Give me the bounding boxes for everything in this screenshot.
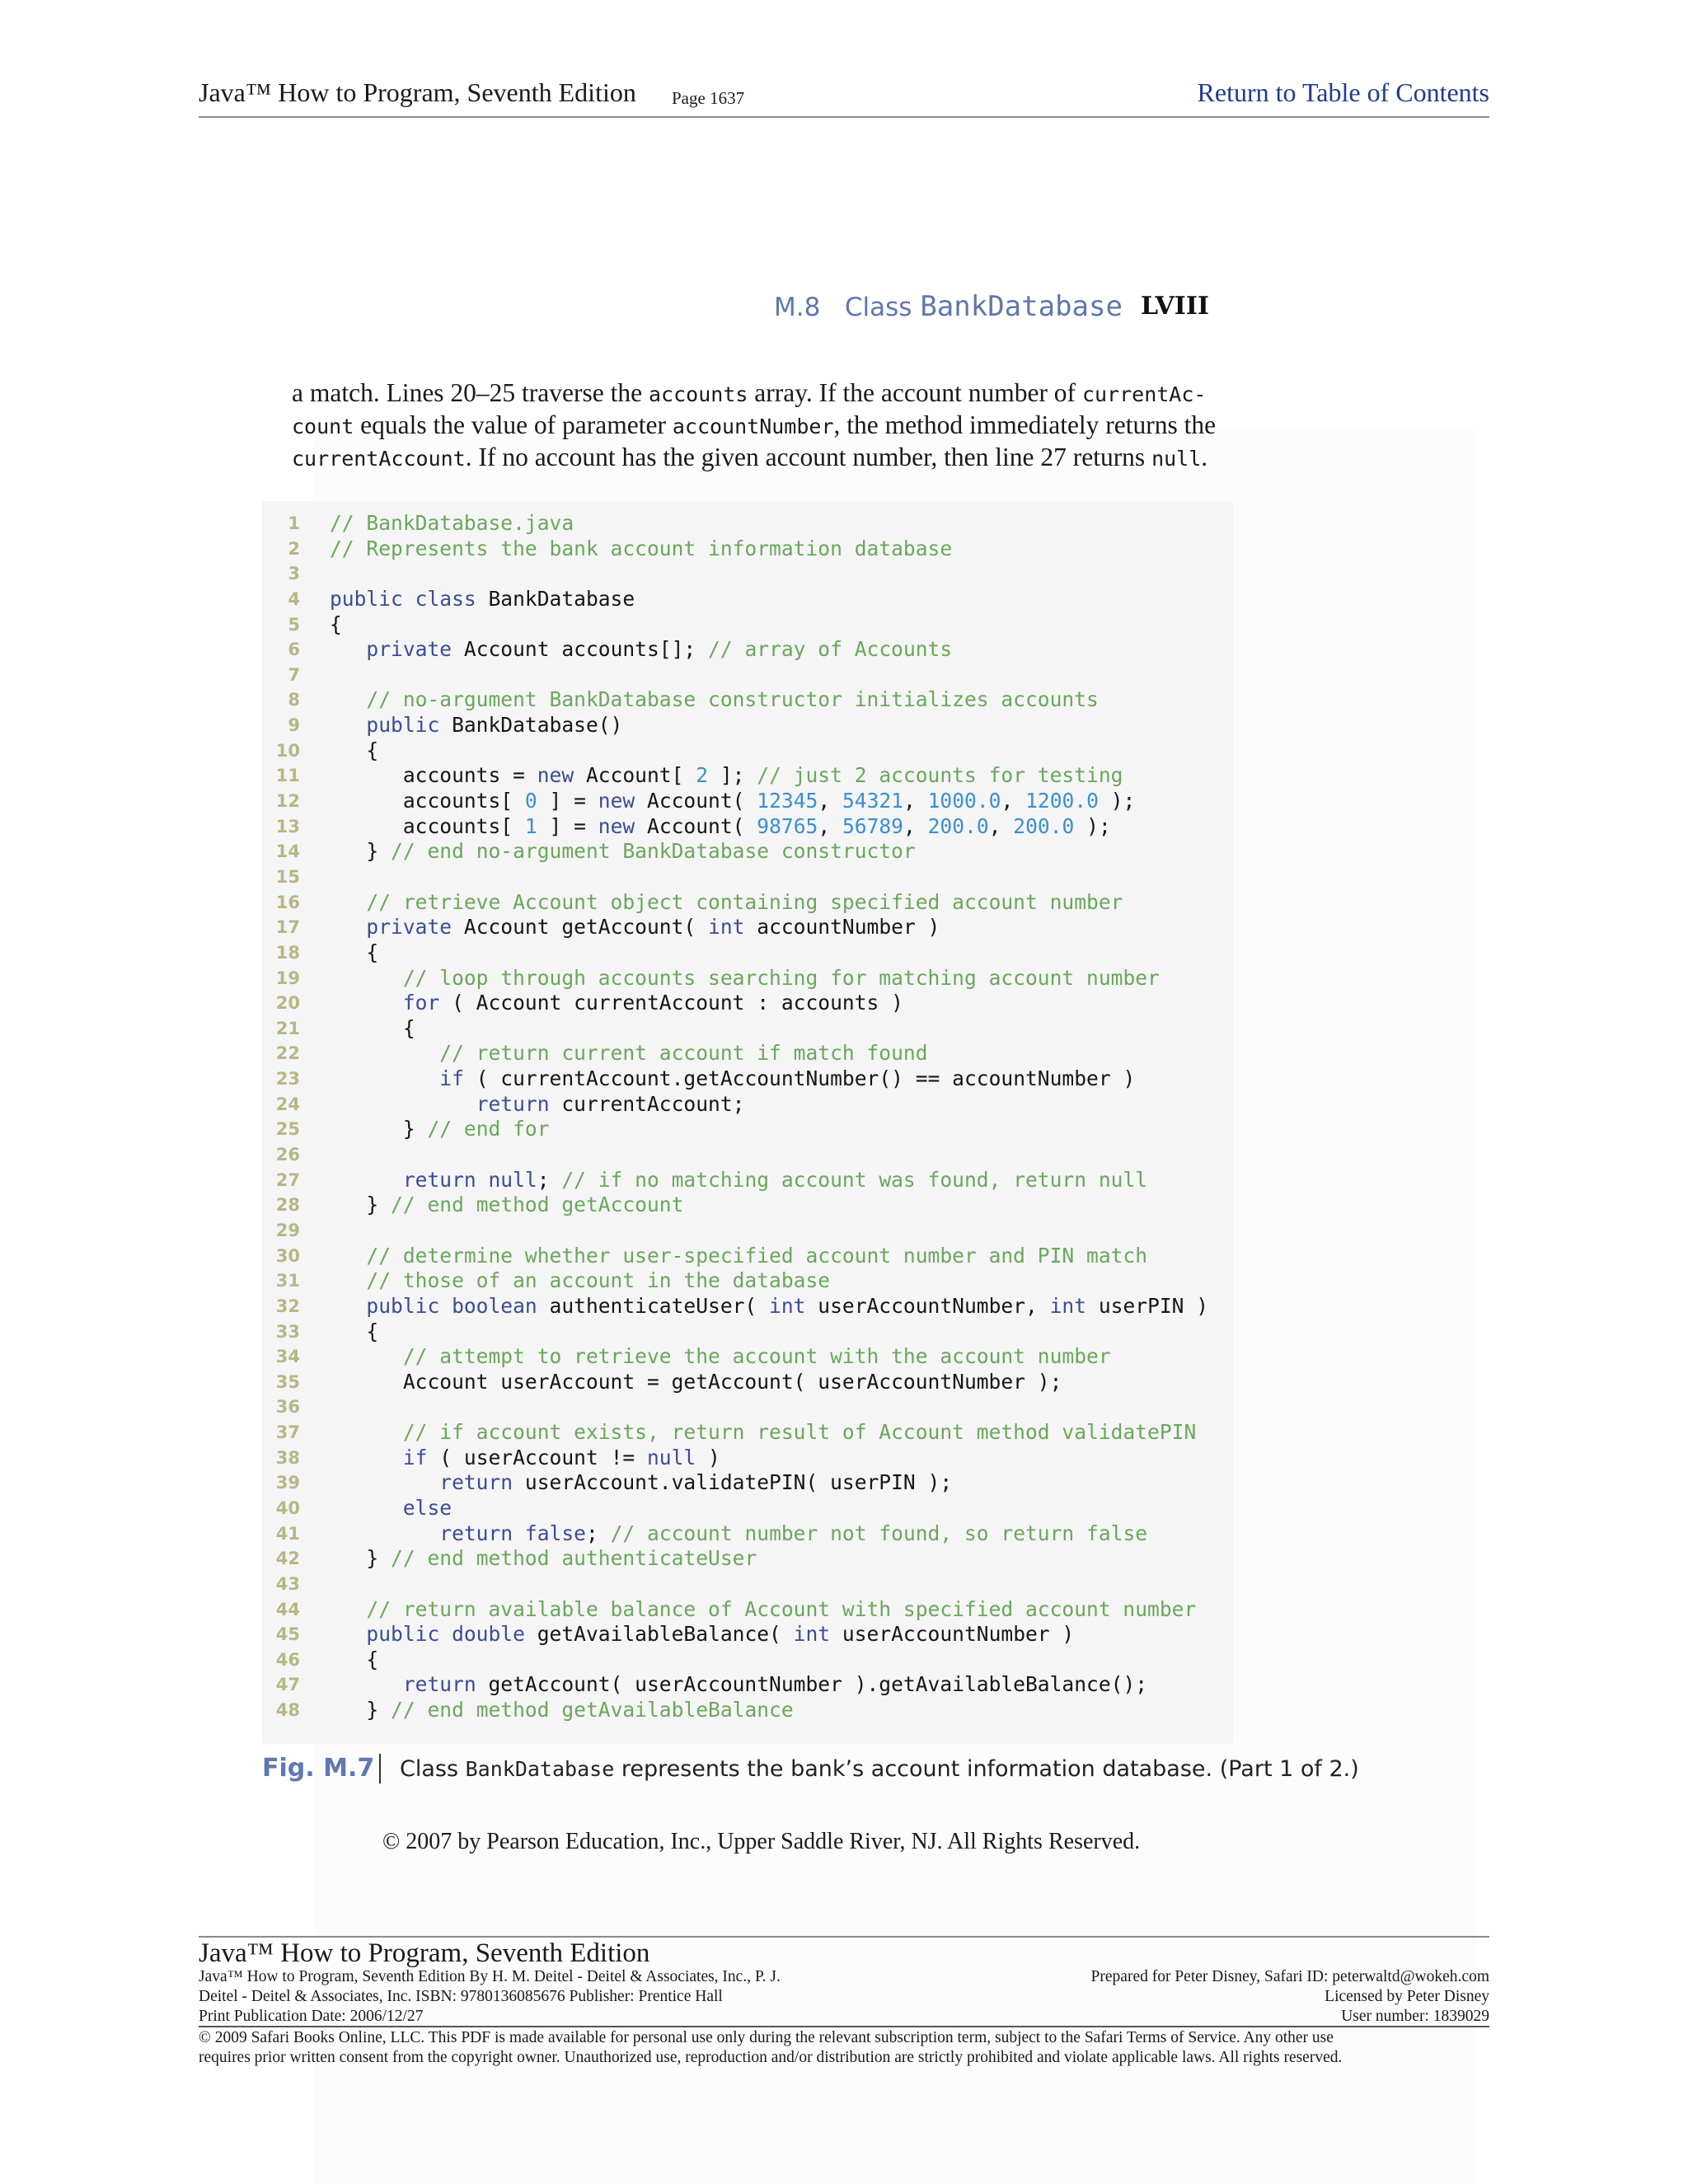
code-token: [330, 1597, 366, 1621]
code-comment: // those of an account in the database: [366, 1268, 831, 1293]
code-token: ;: [537, 1167, 562, 1192]
code-keyword: private: [366, 637, 452, 662]
code-token: ,: [818, 813, 842, 838]
inline-code: count: [292, 415, 354, 438]
code-text: [330, 763, 1123, 789]
line-number: 18: [275, 942, 300, 963]
code-token: userAccountNumber,: [805, 1293, 1050, 1318]
line-number: 47: [275, 1675, 300, 1695]
code-keyword: int: [1049, 1293, 1087, 1318]
code-token: {: [330, 612, 342, 636]
code-token: ): [696, 1445, 720, 1469]
figure-label: Fig. M.7: [262, 1754, 375, 1783]
code-token: [330, 687, 366, 711]
code-text: [330, 915, 940, 940]
code-text: [330, 587, 635, 612]
code-number: 200.0: [1013, 813, 1075, 838]
code-token: [330, 1092, 476, 1116]
code-token: {: [330, 1647, 379, 1671]
code-token: authenticateUser(: [537, 1293, 770, 1318]
code-keyword: new: [537, 763, 574, 788]
line-number: 44: [275, 1599, 300, 1619]
code-comment: // if account exists, return result of Account method validatePIN: [402, 1420, 1197, 1445]
code-token: [330, 1168, 403, 1192]
line-number: 23: [275, 1069, 300, 1090]
running-head-class-word: Class: [844, 293, 912, 322]
code-token: getAccount( userAccountNumber ).getAvailableBalance();: [476, 1672, 1148, 1697]
text-run: .: [1201, 443, 1208, 471]
code-comment: // end method getAccount: [391, 1193, 684, 1217]
code-token: }: [330, 1698, 392, 1722]
code-text: [330, 1622, 1074, 1647]
code-number: 2: [696, 763, 709, 788]
line-number: 26: [275, 1145, 300, 1165]
line-number: 38: [275, 1447, 300, 1468]
code-token: userPIN ): [1086, 1293, 1209, 1318]
footer-book-title: Java™ How to Program, Seventh Edition: [199, 1938, 650, 1968]
line-number: 40: [275, 1497, 300, 1518]
line-number: 14: [275, 841, 300, 862]
code-token: ( Account currentAccount : accounts ): [439, 991, 903, 1015]
code-keyword: new: [598, 813, 635, 838]
footer-legal-divider: [199, 2026, 1489, 2027]
line-number: 31: [275, 1271, 300, 1291]
code-text: [330, 966, 1160, 991]
code-text: [330, 1546, 757, 1572]
code-text: [330, 1698, 794, 1723]
inline-code: accountNumber: [672, 415, 834, 438]
code-token: }: [330, 1546, 392, 1571]
line-number: 39: [275, 1473, 300, 1493]
code-token: [330, 1268, 366, 1292]
footer-licensed-by: Licensed by Peter Disney: [1325, 1988, 1489, 2005]
code-number: 56789: [842, 813, 903, 838]
line-number: 34: [275, 1347, 300, 1367]
code-text: [330, 1092, 744, 1118]
code-text: [330, 1117, 550, 1142]
code-token: userAccountNumber ): [830, 1622, 1075, 1647]
code-text: [330, 1244, 1147, 1269]
line-number: 42: [275, 1549, 300, 1569]
code-number: 98765: [757, 813, 818, 838]
line-number: 20: [275, 993, 300, 1014]
code-text: [330, 991, 903, 1016]
code-comment: // determine whether user-specified account number and PIN match: [366, 1243, 1148, 1268]
line-number: 33: [275, 1321, 300, 1342]
code-token: currentAccount;: [549, 1091, 745, 1116]
code-number: 0: [524, 789, 537, 813]
caption-text: Class: [400, 1756, 466, 1782]
code-keyword: return: [402, 1672, 476, 1697]
code-token: {: [330, 1015, 415, 1040]
code-token: {: [330, 738, 379, 762]
code-text: [330, 1370, 1062, 1395]
code-keyword: else: [402, 1495, 452, 1520]
code-keyword: public class: [330, 586, 476, 611]
line-number: 41: [275, 1523, 300, 1544]
line-number: 36: [275, 1397, 300, 1418]
line-number: 19: [275, 968, 300, 988]
footer-legal-line: © 2009 Safari Books Online, LLC. This PDF is made available for personal use only during the relevant subscription term, subject to the Safari Terms of Service. Any other use: [199, 2029, 1334, 2046]
code-keyword: return false: [439, 1521, 586, 1545]
code-token: ,: [988, 813, 1014, 838]
return-to-toc-link[interactable]: Return to Table of Contents: [1197, 77, 1489, 107]
header-divider: [199, 116, 1489, 118]
line-number: 24: [275, 1094, 300, 1114]
inline-code: currentAc-: [1081, 382, 1207, 406]
line-number: 32: [275, 1296, 300, 1316]
footer-book-info: Java™ How to Program, Seventh Edition By H. M. Deitel - Deitel & Associates, Inc., P. J.: [199, 1968, 781, 1985]
code-comment: // no-argument BankDatabase constructor initializes accounts: [366, 687, 1099, 712]
code-text: [330, 1470, 952, 1496]
line-number: 37: [275, 1422, 300, 1443]
inline-code: accounts: [648, 382, 748, 406]
inline-code: null: [1151, 447, 1202, 471]
text-run: , the method immediately returns the: [833, 410, 1217, 439]
code-text: [330, 738, 378, 764]
code-text: [330, 1066, 1135, 1092]
code-keyword: public double: [366, 1622, 525, 1647]
footer-legal-line: requires prior written consent from the copyright owner. Unauthorized use, reproduction and/or distribution are strictly prohibited and violate applicable laws. All rights reserved.: [199, 2049, 1343, 2066]
code-text: [330, 814, 1111, 840]
line-number: 48: [275, 1700, 300, 1721]
line-number: 29: [275, 1220, 300, 1240]
code-keyword: if: [439, 1066, 464, 1091]
code-token: accounts =: [330, 763, 537, 788]
code-token: Account accounts[];: [452, 637, 709, 662]
code-token: [330, 1672, 403, 1696]
code-text: [330, 612, 342, 638]
code-token: Account getAccount(: [452, 915, 709, 940]
paragraph-line: [292, 442, 1220, 474]
code-token: BankDatabase(): [439, 713, 623, 738]
page-folio: LVIII: [1141, 292, 1209, 321]
line-number: 11: [275, 766, 300, 786]
code-token: ];: [708, 763, 757, 788]
code-text: [330, 839, 916, 865]
running-head: [774, 290, 1123, 323]
code-token: );: [1098, 789, 1136, 813]
footer-publication-date: Print Publication Date: 2006/12/27: [199, 2008, 424, 2025]
code-text: [330, 1268, 830, 1294]
code-comment: // account number not found, so return false: [610, 1521, 1148, 1545]
text-run: equals the value of parameter: [354, 410, 673, 439]
footer-user-number: User number: 1839029: [1341, 2008, 1489, 2025]
code-text: [330, 1647, 378, 1673]
copyright-notice: © 2007 by Pearson Education, Inc., Upper Saddle River, NJ. All Rights Reserved.: [382, 1829, 1141, 1854]
code-token: [330, 637, 366, 661]
line-number: 43: [275, 1573, 300, 1594]
line-number: 16: [275, 892, 300, 912]
code-text: [330, 1193, 683, 1218]
body-paragraph: [292, 377, 1220, 474]
code-token: {: [330, 1319, 379, 1343]
code-token: Account(: [635, 813, 757, 838]
figure-caption: [400, 1756, 1359, 1782]
code-comment: // just 2 accounts for testing: [757, 763, 1123, 788]
line-number: 12: [275, 791, 300, 812]
code-text: [330, 511, 574, 537]
running-head-section: M.8: [774, 293, 821, 322]
code-token: {: [330, 940, 379, 964]
line-number: 17: [275, 917, 300, 938]
code-comment: // end for: [427, 1117, 550, 1141]
code-token: ] =: [537, 789, 598, 813]
code-token: Account userAccount = getAccount( userAccountNumber );: [330, 1369, 1062, 1394]
code-token: [330, 1294, 366, 1318]
footer-prepared-for: Prepared for Peter Disney, Safari ID: peterwaltd@wokeh.com: [1090, 1968, 1489, 1985]
code-token: [330, 1521, 439, 1545]
code-token: ,: [903, 789, 928, 813]
code-comment: // array of Accounts: [708, 637, 953, 662]
code-token: ( currentAccount.getAccountNumber() == accountNumber ): [463, 1066, 1136, 1091]
code-keyword: null: [647, 1445, 696, 1469]
code-comment: // end no-argument BankDatabase constructor: [391, 839, 916, 864]
text-run: a match. Lines 20–25 traverse the: [292, 378, 649, 407]
line-number: 22: [275, 1043, 300, 1064]
line-number: 45: [275, 1624, 300, 1645]
line-number: 4: [288, 588, 300, 609]
code-text: [330, 637, 952, 663]
code-token: BankDatabase: [476, 586, 635, 611]
line-number: 9: [288, 715, 300, 736]
code-text: [330, 1672, 1147, 1698]
code-token: ( userAccount !=: [427, 1445, 647, 1469]
code-comment: // return current account if match found: [439, 1041, 928, 1066]
code-number: 200.0: [927, 813, 989, 838]
footer-isbn-info: Deitel - Deitel & Associates, Inc. ISBN: 9780136085676 Publisher: Prentice Hall: [199, 1988, 723, 2005]
line-number: 15: [275, 866, 300, 887]
footer-divider: [199, 1936, 1489, 1938]
line-number: 7: [288, 664, 300, 685]
code-number: 54321: [842, 789, 903, 813]
code-text: [330, 1319, 378, 1345]
code-text: [330, 713, 622, 738]
code-keyword: return null: [402, 1167, 537, 1192]
code-token: [330, 1344, 403, 1368]
running-head-class-name: BankDatabase: [920, 290, 1123, 323]
code-keyword: int: [708, 915, 745, 940]
code-token: [330, 1420, 403, 1444]
code-comment: // end method authenticateUser: [391, 1546, 757, 1571]
code-text: [330, 789, 1135, 814]
line-number: 5: [288, 614, 300, 635]
code-number: 1000.0: [927, 789, 1001, 813]
paragraph-line: [292, 410, 1220, 442]
code-token: [330, 915, 366, 939]
code-token: }: [330, 1117, 428, 1141]
line-number: 3: [288, 564, 300, 584]
code-token: [330, 713, 366, 737]
code-keyword: return: [439, 1470, 513, 1495]
code-text: [330, 890, 1123, 916]
code-number: 1200.0: [1025, 789, 1099, 813]
code-keyword: public boolean: [366, 1293, 537, 1318]
code-token: );: [1074, 813, 1111, 838]
line-number: 10: [275, 740, 300, 761]
line-number: 30: [275, 1245, 300, 1266]
code-text: [330, 687, 1099, 713]
inline-code: currentAccount: [292, 447, 466, 471]
line-number: 13: [275, 816, 300, 837]
code-keyword: private: [366, 915, 452, 940]
code-token: userAccount.validatePIN( userPIN );: [513, 1470, 953, 1495]
line-number: 25: [275, 1119, 300, 1140]
code-text: [330, 1420, 1196, 1446]
code-token: [330, 890, 366, 914]
code-comment: // end method getAvailableBalance: [391, 1698, 794, 1722]
code-token: accountNumber ): [744, 915, 940, 940]
caption-text: represents the bank’s account information database. (Part 1 of 2.): [614, 1756, 1359, 1782]
code-text: [330, 1496, 452, 1521]
code-keyword: int: [769, 1293, 806, 1318]
code-comment: // if no matching account was found, return null: [561, 1167, 1148, 1192]
code-token: [330, 1470, 439, 1494]
code-keyword: return: [476, 1091, 550, 1116]
code-token: ,: [818, 789, 842, 813]
line-number: 1: [288, 513, 300, 533]
code-token: }: [330, 839, 392, 864]
code-text: [330, 1294, 1208, 1319]
code-token: accounts[: [330, 813, 525, 838]
line-number: 2: [288, 538, 300, 559]
code-token: ;: [585, 1521, 611, 1545]
code-token: [330, 991, 403, 1015]
code-keyword: if: [402, 1445, 428, 1469]
code-token: Account(: [635, 789, 757, 813]
code-comment: // attempt to retrieve the account with the account number: [402, 1344, 1111, 1369]
caption-divider: [379, 1754, 381, 1783]
code-token: ,: [1001, 789, 1026, 813]
code-keyword: public: [366, 713, 440, 738]
code-token: [330, 1622, 366, 1646]
code-token: [330, 1244, 366, 1268]
paragraph-line: [292, 377, 1220, 410]
line-number: 28: [275, 1195, 300, 1216]
code-text: [330, 1597, 1196, 1623]
code-comment: // BankDatabase.java: [330, 511, 574, 535]
code-text: [330, 1446, 720, 1471]
code-token: Account[: [574, 763, 696, 788]
code-text: [330, 1168, 1147, 1193]
code-text: [330, 1041, 928, 1066]
code-keyword: int: [793, 1622, 831, 1647]
code-token: ,: [903, 813, 928, 838]
code-comment: // retrieve Account object containing specified account number: [366, 889, 1123, 914]
code-keyword: for: [402, 991, 440, 1015]
line-number: 46: [275, 1649, 300, 1670]
code-token: ] =: [537, 813, 598, 838]
line-number: 35: [275, 1371, 300, 1392]
line-number: 6: [288, 640, 300, 660]
code-token: accounts[: [330, 789, 525, 813]
text-run: . If no account has the given account number, then line 27 returns: [465, 443, 1152, 471]
line-number: 27: [275, 1169, 300, 1190]
caption-code: BankDatabase: [465, 1757, 615, 1781]
code-number: 12345: [757, 789, 818, 813]
code-text: [330, 1344, 1111, 1370]
code-token: }: [330, 1193, 392, 1217]
code-token: [330, 1496, 403, 1520]
code-comment: // Represents the bank account information database: [330, 536, 953, 560]
header-page-label: Page 1637: [672, 88, 745, 108]
code-token: getAvailableBalance(: [524, 1622, 794, 1647]
code-text: [330, 1016, 415, 1042]
code-token: [330, 1066, 439, 1090]
code-text: [330, 1521, 1147, 1547]
code-comment: // return available balance of Account with specified account number: [366, 1596, 1197, 1621]
code-keyword: new: [598, 789, 635, 813]
header-book-title: Java™ How to Program, Seventh Edition: [199, 77, 636, 107]
line-number: 8: [288, 690, 300, 710]
code-token: [330, 1446, 403, 1469]
code-number: 1: [524, 813, 537, 838]
text-run: array. If the account number of: [748, 378, 1082, 407]
code-token: [330, 966, 403, 990]
code-text: [330, 537, 952, 562]
code-token: [330, 1041, 439, 1065]
code-comment: // loop through accounts searching for matching account number: [402, 965, 1160, 990]
line-number: 21: [275, 1018, 300, 1038]
code-text: [330, 940, 378, 966]
